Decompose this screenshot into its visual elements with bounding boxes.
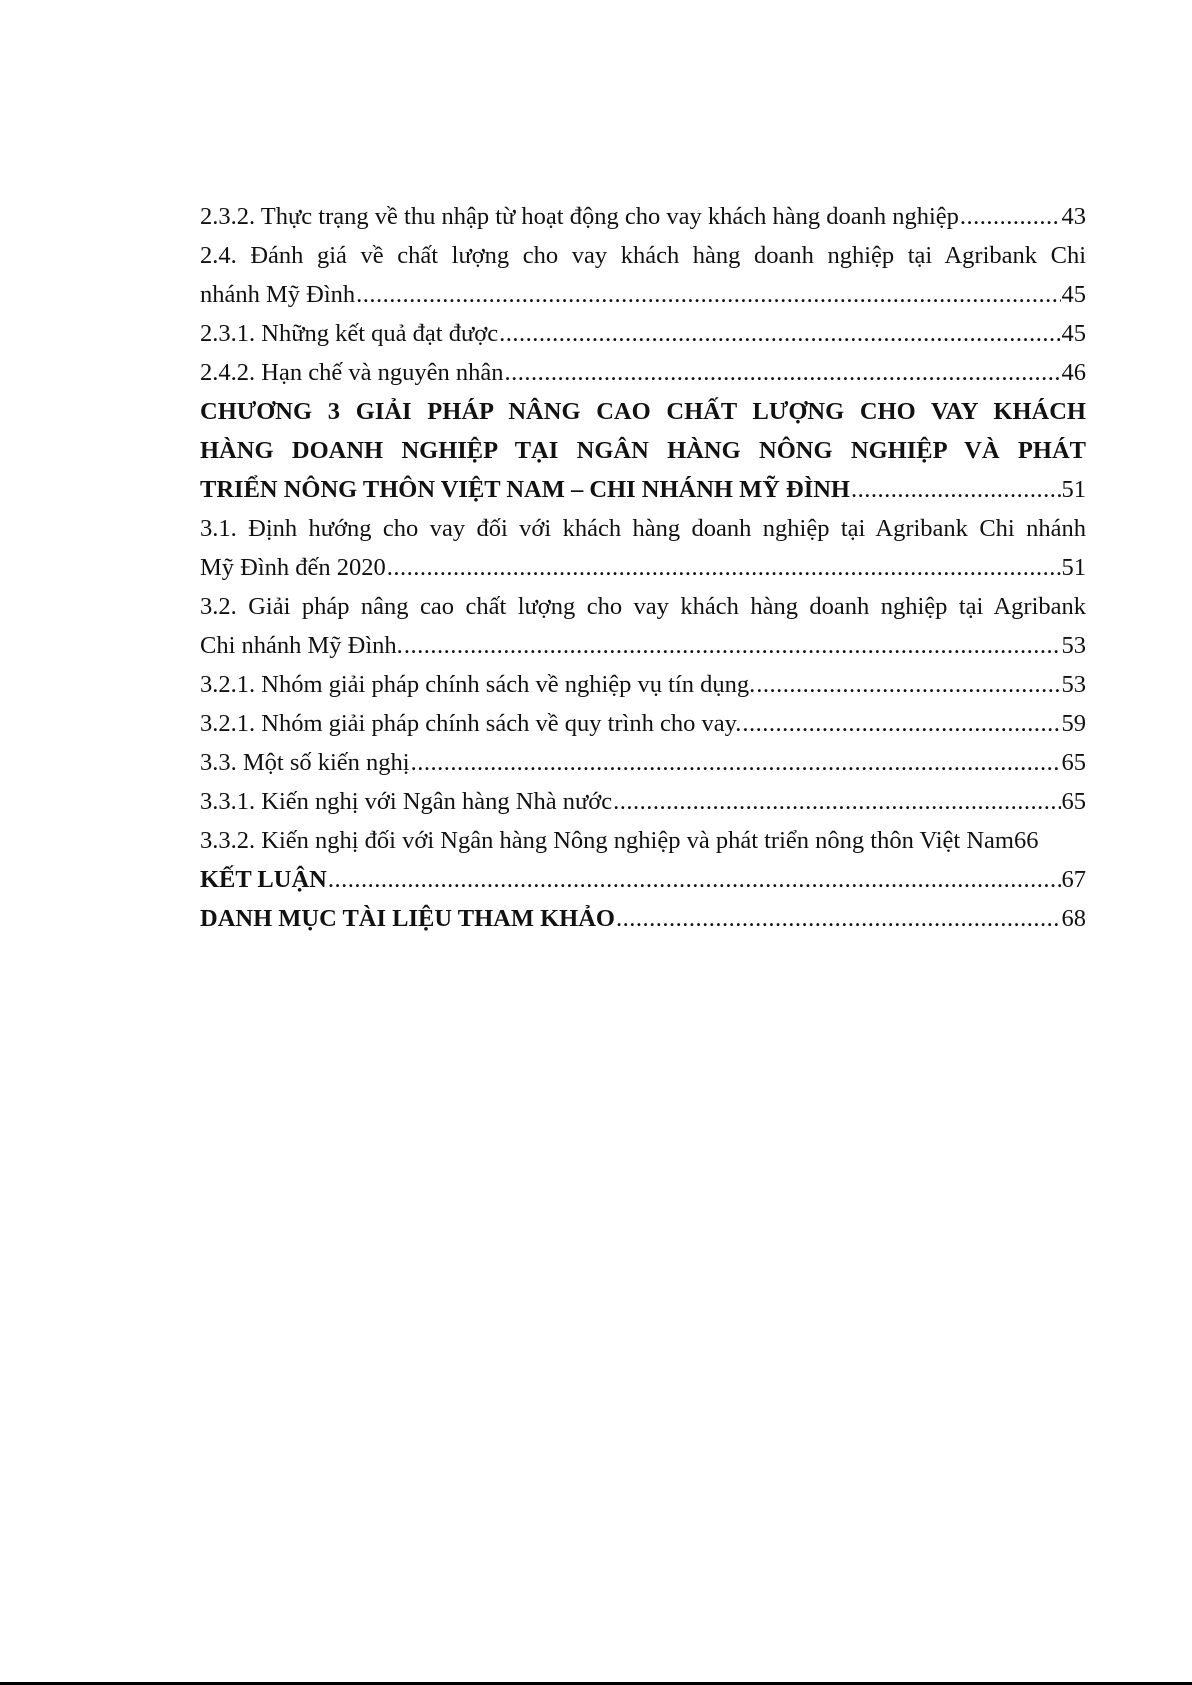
dot-leader [504, 353, 1060, 392]
toc-page-number: 45 [1061, 320, 1086, 347]
dot-leader [328, 860, 1061, 899]
toc-entry-title: 3.2.1. Nhóm giải pháp chính sách về quy trình cho vay. [200, 710, 742, 737]
toc-page-number: 67 [1061, 866, 1086, 893]
toc-entry-title: 2.3.1. Những kết quả đạt được [200, 320, 499, 347]
toc-entry[interactable] [200, 236, 1086, 314]
toc-page-number: 65 [1061, 788, 1086, 815]
toc-entry-title-line: 2.4. Đánh giá về chất lượng cho vay khách hàng doanh nghiệp tại Agribank Chi [200, 242, 1086, 269]
toc-entry[interactable] [200, 509, 1086, 587]
toc-entry-title: 3.3.1. Kiến nghị với Ngân hàng Nhà nước [200, 788, 613, 815]
toc-page-number: 46 [1061, 359, 1086, 386]
toc-page-number: 53 [1061, 671, 1086, 698]
toc-entry[interactable] [200, 860, 1086, 899]
toc-entry[interactable] [200, 587, 1086, 665]
toc-page-number: 43 [1061, 203, 1086, 230]
toc-page-number: 45 [1061, 281, 1086, 308]
toc-page-number: 65 [1061, 749, 1086, 776]
toc-entry-title: 3.3. Một số kiến nghị [200, 749, 410, 776]
dot-leader [404, 626, 1061, 665]
toc-entry-title: KẾT LUẬN [200, 866, 327, 893]
toc-entry-title: 2.3.2. Thực trạng về thu nhập từ hoạt động cho vay khách hàng doanh nghiệp [200, 203, 959, 230]
toc-entry[interactable] [200, 353, 1086, 392]
toc-entry[interactable] [200, 743, 1086, 782]
dot-leader [851, 470, 1061, 509]
dot-leader [616, 899, 1061, 938]
toc-entry-title: 3.2.1. Nhóm giải pháp chính sách về nghiệp vụ tín dụng. [200, 671, 756, 698]
toc-entry[interactable] [200, 821, 1086, 860]
toc-chapter-title-line: HÀNG DOANH NGHIỆP TẠI NGÂN HÀNG NÔNG NGHIỆP VÀ PHÁT [200, 437, 1086, 464]
toc-entry-title: Chi nhánh Mỹ Đình. [200, 632, 403, 659]
toc-entry-title: nhánh Mỹ Đình [200, 281, 356, 308]
toc-chapter-title: TRIỂN NÔNG THÔN VIỆT NAM – CHI NHÁNH MỸ ĐÌNH [200, 476, 850, 503]
dot-leader [411, 743, 1061, 782]
toc-page-number: 53 [1061, 632, 1086, 659]
dot-leader [742, 704, 1060, 743]
toc-entry-title-line: 3.1. Định hướng cho vay đối với khách hàng doanh nghiệp tại Agribank Chi nhánh [200, 515, 1086, 542]
dot-leader [960, 197, 1061, 236]
toc-entry-title: DANH MỤC TÀI LIỆU THAM KHẢO [200, 905, 615, 932]
toc-entry[interactable] [200, 782, 1086, 821]
toc-entry[interactable] [200, 665, 1086, 704]
toc-entry-title-line: 3.2. Giải pháp nâng cao chất lượng cho vay khách hàng doanh nghiệp tại Agribank [200, 593, 1086, 620]
toc-page-number: 68 [1061, 905, 1086, 932]
table-of-contents [200, 197, 1086, 938]
toc-chapter-entry[interactable] [200, 392, 1086, 509]
dot-leader [356, 275, 1060, 314]
dot-leader [756, 665, 1060, 704]
toc-entry[interactable] [200, 197, 1086, 236]
toc-chapter-title-line: CHƯƠNG 3 GIẢI PHÁP NÂNG CAO CHẤT LƯỢNG CHO VAY KHÁCH [200, 398, 1086, 425]
toc-page-number: 51 [1061, 554, 1086, 581]
dot-leader [499, 314, 1060, 353]
dot-leader [613, 782, 1060, 821]
toc-entry[interactable] [200, 314, 1086, 353]
toc-entry[interactable] [200, 704, 1086, 743]
toc-page-number: 59 [1061, 710, 1086, 737]
dot-leader [387, 548, 1061, 587]
toc-page-number: 51 [1061, 476, 1086, 503]
toc-entry-title: 2.4.2. Hạn chế và nguyên nhân [200, 359, 504, 386]
toc-entry-title: Mỹ Đình đến 2020 [200, 554, 386, 581]
toc-entry-title: 3.3.2. Kiến nghị đối với Ngân hàng Nông nghiệp và phát triển nông thôn Việt Nam66 [200, 827, 1039, 854]
toc-entry[interactable] [200, 899, 1086, 938]
